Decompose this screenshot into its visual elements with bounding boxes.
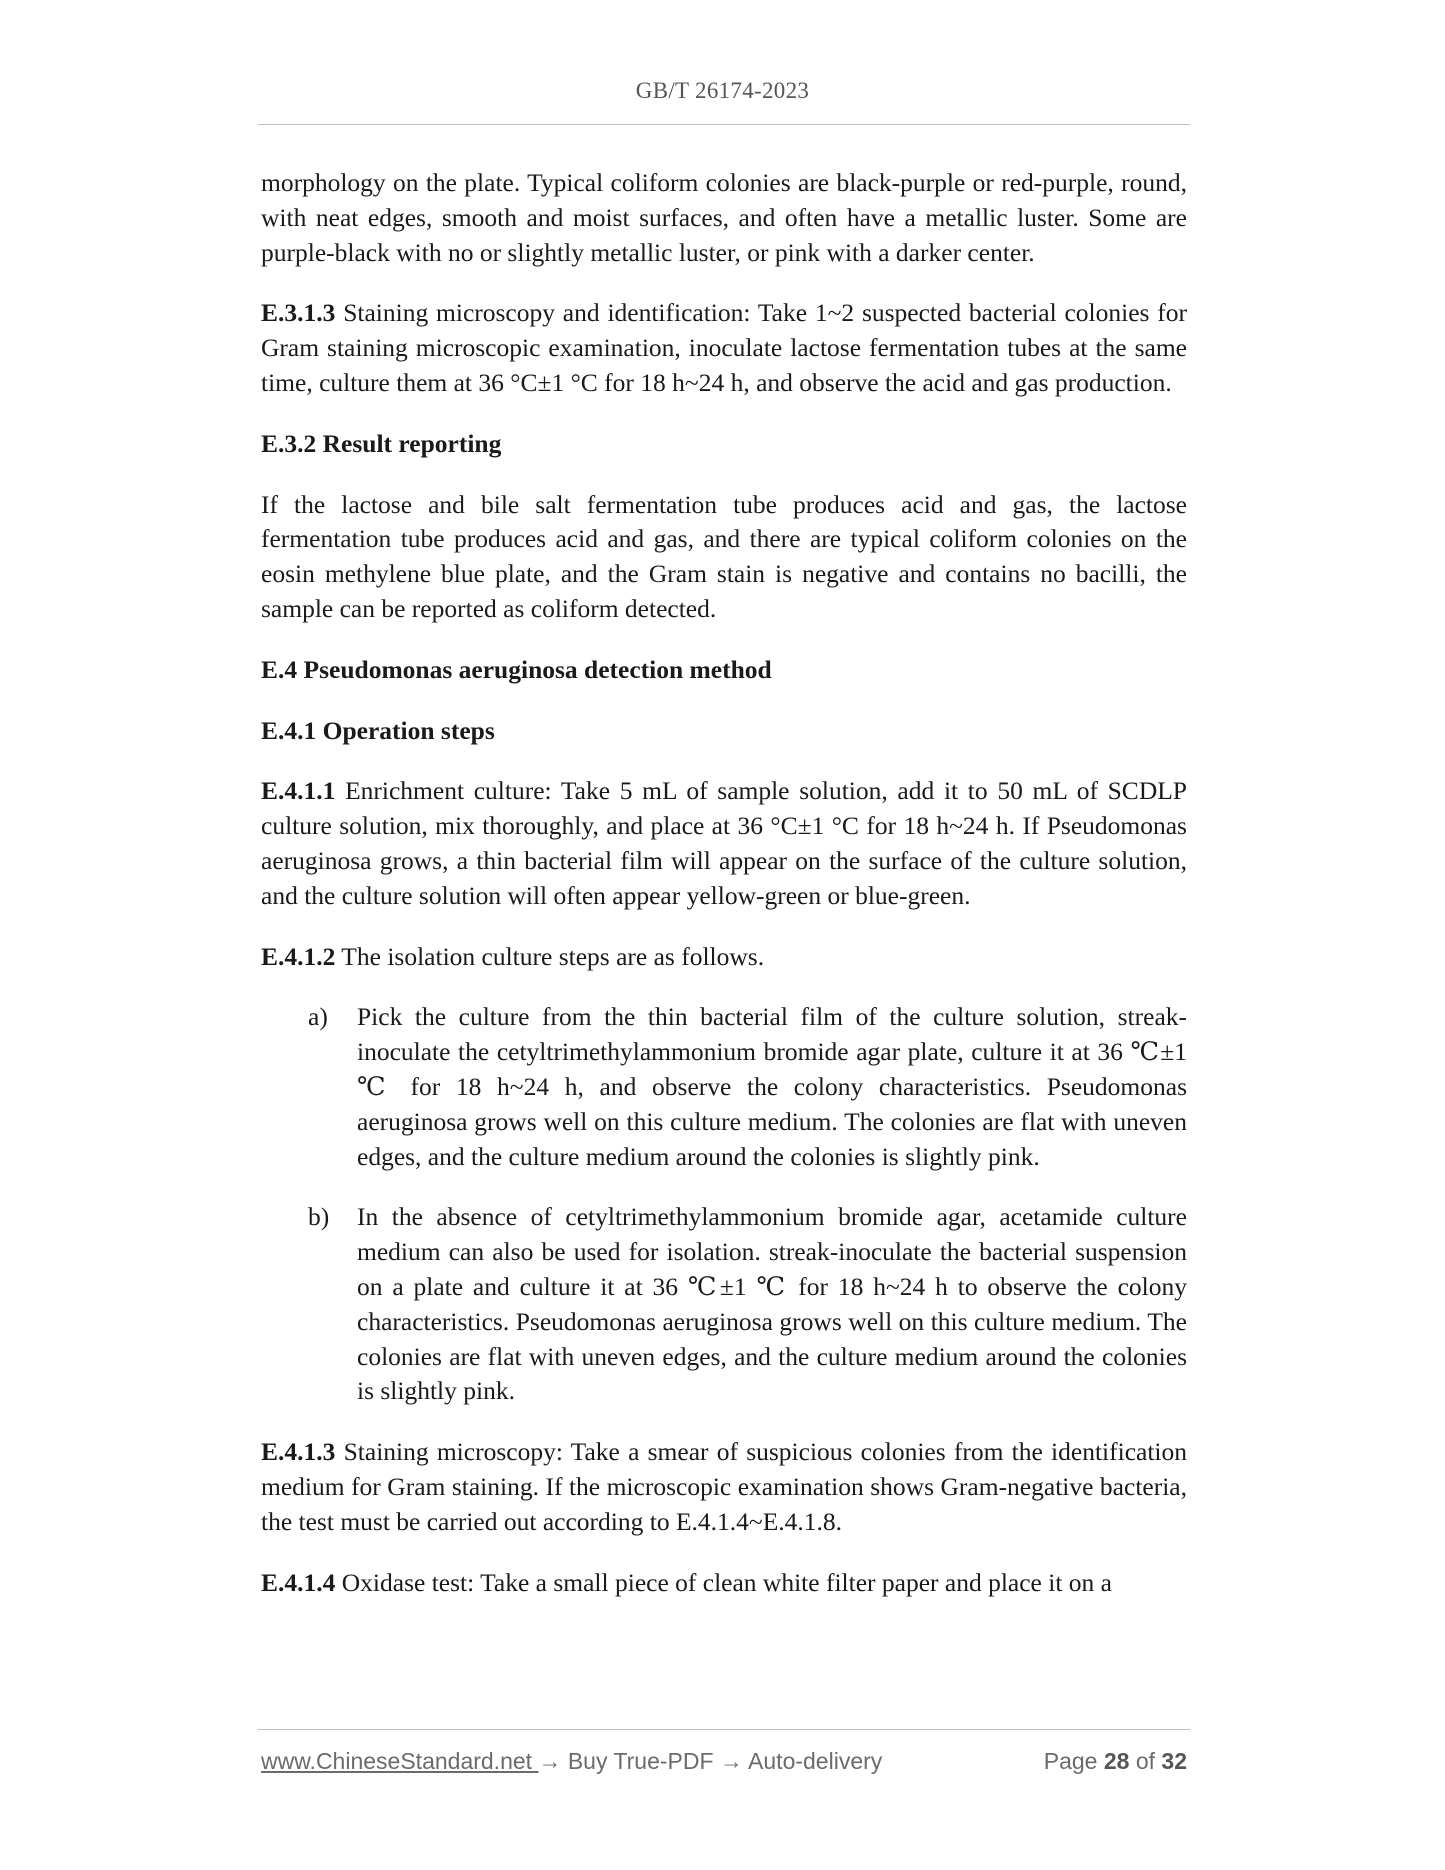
list-item-text: In the absence of cetyltrimethylammonium bromide agar, acetamide culture medium can also be used for isolation. streak-inoculate the bacterial suspension on a plate and culture it at 36 ℃±1 ℃ for 18 h~24 h to observe the colony characteristics. Pseudomonas aeruginosa grows well on this culture medium. The colonies are flat with uneven edges, and the culture medium around the colonies is slightly pink. xyxy=(357,1202,1187,1406)
clause-e4-1-4 xyxy=(261,1566,1187,1601)
list-marker: b) xyxy=(308,1202,330,1232)
section-heading-e4-1: E.4.1 Operation steps xyxy=(261,715,495,745)
page-of-label: of xyxy=(1135,1748,1156,1774)
page-label: Page xyxy=(1043,1748,1098,1774)
header-divider xyxy=(258,124,1190,125)
clause-e4-1-3 xyxy=(261,1435,1187,1539)
clause-text: Staining microscopy: Take a smear of suspicious colonies from the identification medium for Gram staining. If the microscopic examination shows Gram-negative bacteria, the test must be carried out according to E.4.1.4~E.4.1.8. xyxy=(261,1437,1187,1536)
clause-number: E.4.1.2 xyxy=(261,941,336,971)
section-heading-e3-2: E.3.2 Result reporting xyxy=(261,428,502,458)
list-item xyxy=(261,1200,1187,1409)
clause-text: The isolation culture steps are as follows. xyxy=(335,941,765,971)
website-link[interactable]: www.ChineseStandard.net xyxy=(261,1748,539,1774)
clause-text: Oxidase test: Take a small piece of clean white filter paper and place it on a xyxy=(335,1567,1112,1597)
page-number xyxy=(1044,1748,1187,1775)
clause-text: Staining microscopy and identification: Take 1~2 suspected bacterial colonies for Gram staining microscopic examination, inoculate lactose fermentation tubes at the same time, culture them at 36 °C±1 °C for 18 h~24 h, and observe the acid and gas production. xyxy=(261,298,1187,397)
footer-divider xyxy=(258,1729,1190,1730)
footer-links xyxy=(261,1748,882,1775)
list-marker: a) xyxy=(308,1002,328,1032)
list-item-text: Pick the culture from the thin bacterial film of the culture solution, streak-inoculate the cetyltrimethylammonium bromide agar plate, culture it at 36 ℃±1 ℃ for 18 h~24 h, and observe the colony characteristics. Pseudomonas aeruginosa grows well on this culture medium. The colonies are flat with uneven edges, and the culture medium around the colonies is slightly pink. xyxy=(357,1002,1187,1171)
arrow-right-icon: → xyxy=(538,1748,562,1774)
auto-delivery-text: Auto-delivery xyxy=(742,1748,883,1774)
clause-e3-1-3 xyxy=(261,296,1187,400)
clause-number: E.4.1.4 xyxy=(261,1567,336,1597)
clause-e4-1-2 xyxy=(261,940,1187,975)
clause-e4-1-1 xyxy=(261,774,1187,913)
paragraph-result-reporting: If the lactose and bile salt fermentation tube produces acid and gas, the lactose fermentation tube produces acid and gas, and there are typical coliform colonies on the eosin methylene blue plate, and the Gram stain is negative and contains no bacilli, the sample can be reported as coliform detected. xyxy=(261,489,1187,623)
current-page: 28 xyxy=(1103,1748,1130,1774)
document-body xyxy=(261,166,1187,1626)
section-heading-e4: E.4 Pseudomonas aeruginosa detection method xyxy=(261,654,772,684)
list-item xyxy=(261,1000,1187,1174)
paragraph-continuation: morphology on the plate. Typical coliform colonies are black-purple or red-purple, round, with neat edges, smooth and moist surfaces, and often have a metallic luster. Some are purple-black with no or slightly metallic luster, or pink with a darker center. xyxy=(261,168,1187,267)
clause-number: E.3.1.3 xyxy=(261,298,336,328)
buy-pdf-text: Buy True-PDF xyxy=(561,1748,720,1774)
total-pages: 32 xyxy=(1161,1748,1187,1774)
clause-text: Enrichment culture: Take 5 mL of sample solution, add it to 50 mL of SCDLP culture solution, mix thoroughly, and place at 36 °C±1 °C for 18 h~24 h. If Pseudomonas aeruginosa grows, a thin bacterial film will appear on the surface of the culture solution, and the culture solution will often appear yellow-green or blue-green. xyxy=(261,776,1187,910)
arrow-right-icon: → xyxy=(719,1748,743,1774)
clause-number: E.4.1.3 xyxy=(261,1437,336,1467)
clause-number: E.4.1.1 xyxy=(261,776,336,806)
page-header: GB/T 26174-2023 xyxy=(635,78,810,103)
